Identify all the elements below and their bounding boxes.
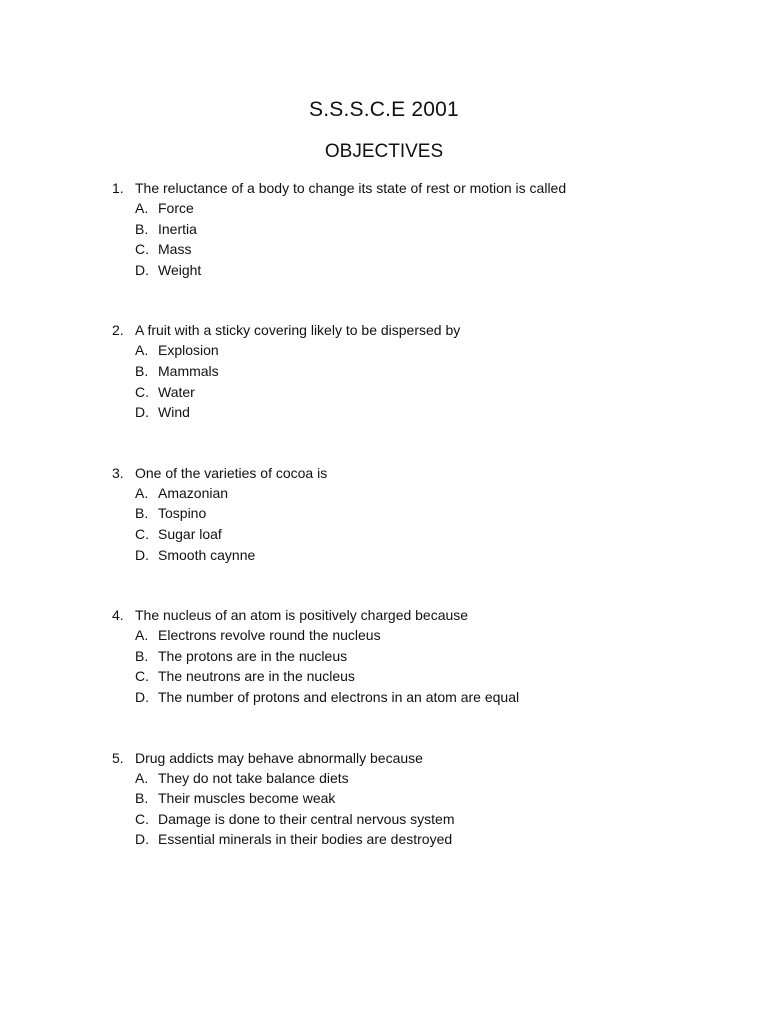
question-line	[112, 748, 712, 768]
option-letter: D.	[135, 404, 149, 421]
option-item	[112, 239, 712, 260]
option-letter: A.	[135, 342, 149, 359]
option-text: Electrons revolve round the nucleus	[158, 627, 381, 644]
question-number: 5.	[112, 749, 124, 766]
option-text: Force	[158, 200, 194, 216]
option-text: Wind	[158, 404, 190, 421]
option-letter: C.	[135, 525, 149, 542]
question-number: 2.	[112, 322, 124, 339]
question-spacer	[112, 423, 712, 463]
option-letter: B.	[135, 505, 149, 522]
question-item	[112, 748, 712, 850]
option-item	[112, 788, 712, 809]
option-item	[112, 809, 712, 830]
question-text: Drug addicts may behave abnormally because	[135, 749, 423, 766]
option-text: Water	[158, 383, 195, 400]
option-letter: C.	[135, 810, 149, 827]
option-item	[112, 646, 712, 667]
question-line	[112, 320, 712, 340]
option-item	[112, 666, 712, 687]
option-text: Damage is done to their central nervous system	[158, 810, 455, 827]
option-text: Tospino	[158, 505, 207, 522]
option-item	[112, 219, 712, 240]
question-text: A fruit with a sticky covering likely to be dispersed by	[135, 322, 461, 339]
option-item	[112, 503, 712, 524]
option-text: Smooth caynne	[158, 546, 256, 563]
option-letter: A.	[135, 769, 149, 786]
option-item	[112, 768, 712, 789]
option-letter: B.	[135, 647, 149, 664]
question-number: 3.	[112, 464, 124, 481]
question-line	[112, 178, 712, 198]
question-item	[112, 178, 712, 280]
option-text: Essential minerals in their bodies are destroyed	[158, 831, 453, 848]
option-item	[112, 524, 712, 545]
option-text: Mammals	[158, 362, 219, 379]
option-text: Mass	[158, 241, 192, 258]
option-text: Sugar loaf	[158, 525, 222, 542]
option-text: Explosion	[158, 342, 219, 359]
option-letter: C.	[135, 383, 149, 400]
question-item	[112, 320, 712, 422]
question-text: One of the varieties of cocoa is	[135, 464, 328, 481]
option-letter: B.	[135, 220, 149, 237]
option-text: The protons are in the nucleus	[158, 647, 348, 664]
option-text: Amazonian	[158, 484, 229, 501]
option-text: They do not take balance diets	[158, 769, 349, 786]
option-letter: D.	[135, 688, 149, 705]
question-line	[112, 605, 712, 625]
question-spacer	[112, 708, 712, 748]
option-letter: C.	[135, 668, 149, 685]
option-letter: A.	[135, 484, 149, 501]
option-item	[112, 687, 712, 708]
option-item	[112, 545, 712, 566]
page-title: S.S.S.C.E 2001	[309, 98, 459, 121]
option-letter: D.	[135, 831, 149, 848]
option-text: The neutrons are in the nucleus	[158, 668, 355, 685]
option-item	[112, 829, 712, 850]
question-item	[112, 605, 712, 707]
option-item	[112, 361, 712, 382]
option-item	[112, 625, 712, 646]
question-number: 4.	[112, 607, 124, 624]
question-spacer	[112, 280, 712, 320]
option-letter: B.	[135, 790, 149, 807]
option-text: Inertia	[158, 220, 197, 237]
option-text: Weight	[158, 261, 202, 278]
option-letter: B.	[135, 362, 149, 379]
question-list	[112, 178, 712, 850]
option-letter: C.	[135, 241, 149, 258]
section-heading: OBJECTIVES	[324, 141, 444, 162]
option-text: The number of protons and electrons in an atom are equal	[158, 688, 520, 705]
option-item	[112, 402, 712, 423]
question-number: 1.	[112, 180, 124, 196]
option-item	[112, 382, 712, 403]
option-item	[112, 198, 712, 219]
question-spacer	[112, 565, 712, 605]
question-text: The reluctance of a body to change its state of rest or motion is called	[135, 180, 567, 196]
question-item	[112, 463, 712, 565]
option-item	[112, 483, 712, 504]
question-line	[112, 463, 712, 483]
option-letter: D.	[135, 261, 149, 278]
option-item	[112, 260, 712, 281]
option-text: Their muscles become weak	[158, 790, 336, 807]
option-letter: A.	[135, 200, 149, 216]
option-letter: D.	[135, 546, 149, 563]
option-item	[112, 340, 712, 361]
question-text: The nucleus of an atom is positively charged because	[135, 607, 469, 624]
option-letter: A.	[135, 627, 149, 644]
